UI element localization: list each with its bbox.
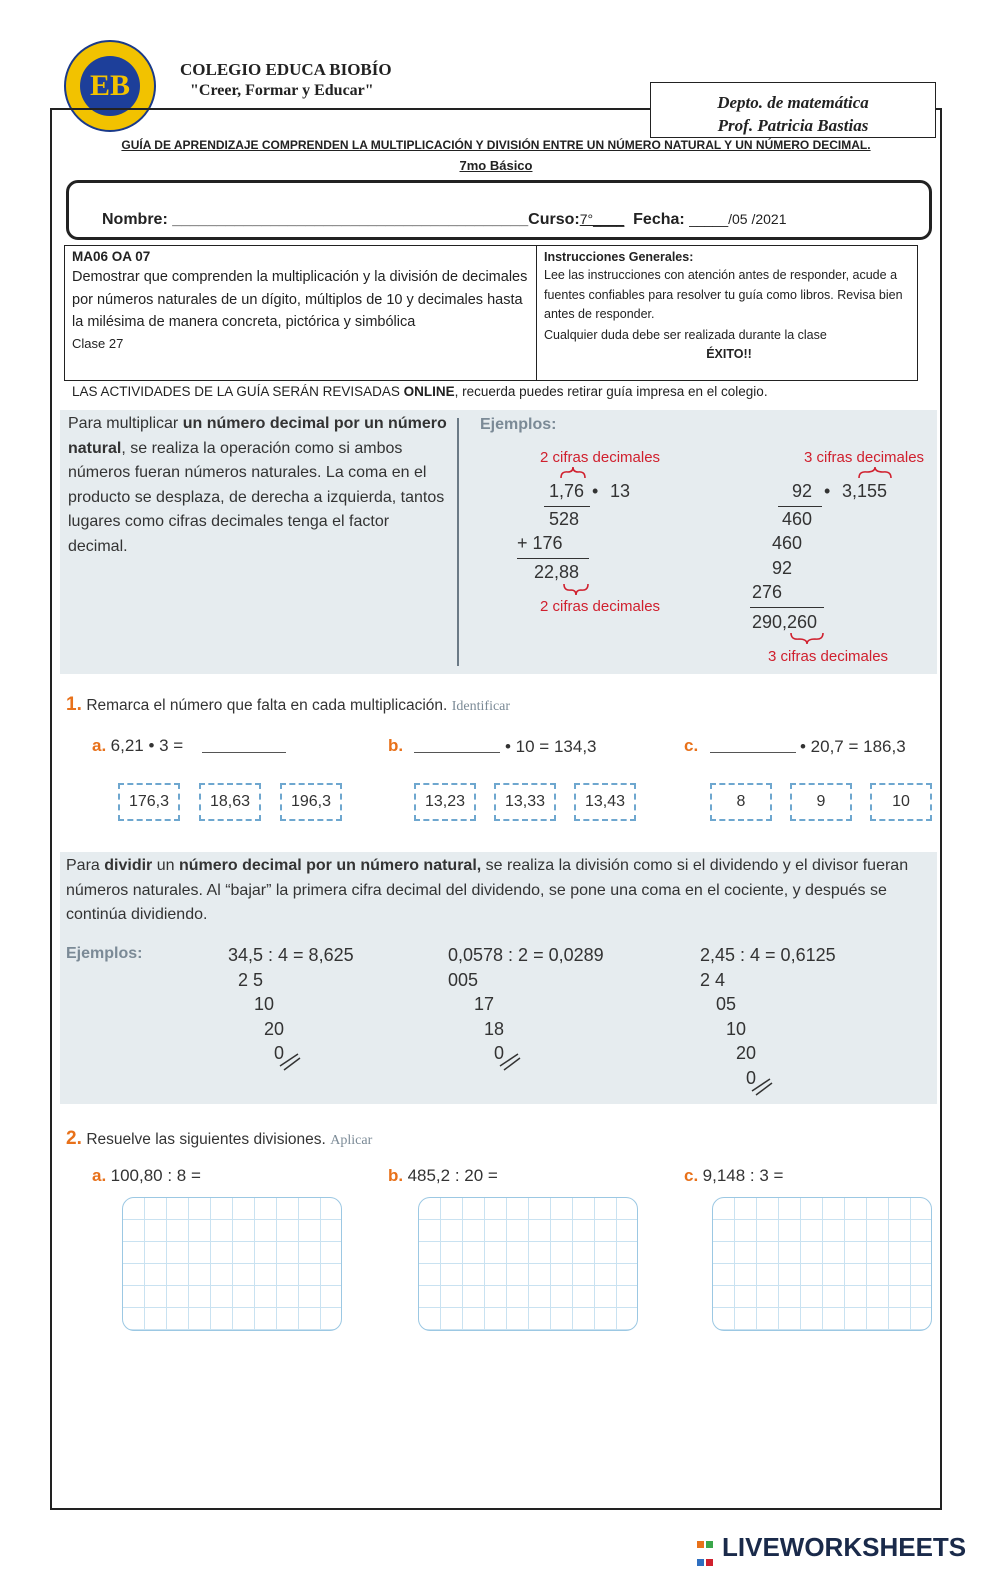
q2a-expr: 100,80 : 8 = [110,1166,201,1185]
div-ex2-line-1: 0,0578 : 2 = 0,0289 [448,945,604,965]
q2c-expr: 9,148 : 3 = [702,1166,784,1185]
div-ex3-line-3: 05 [716,994,737,1014]
objective-text: Demostrar que comprenden la multiplicación y la división de decimales por números naturales de un dígito, múltiplos de 10 y decimales hasta la milésima de manera concreta, pictórica y simbólica [72,269,528,330]
div-ex2-line-3: 17 [474,994,495,1014]
div-text-bold-1: dividir [104,857,153,874]
class-number: Clase 27 [72,335,124,351]
q1c-right: • 20,7 = 186,3 [800,737,906,756]
q2-text: Resuelve las siguientes divisiones. [86,1131,326,1148]
div-ex1-line-2: 2 5 [238,970,264,990]
q1a-left: 6,21 • 3 = [110,736,184,755]
mult-text-bold: un número decimal por un número natural [68,415,447,457]
mult-text-2: , se realiza la operación como si ambos números fueran números naturales. La coma en el producto se desplaza, de derecha a izquierda, tantos lugares como cifras decimales tenga el factor decimal. [68,439,445,555]
ex1-top-brace [560,466,586,480]
div-text-2: un [152,857,179,874]
q1a-letter: a. [92,736,107,755]
q2b-expression [388,1166,498,1186]
ex1-line-2: + 176 [517,533,563,553]
div-ex1-slashes [278,1052,302,1072]
ex1-dot: • [592,481,599,501]
ex1-bottom-brace [563,583,589,597]
ex2-line-2: 460 [772,533,803,553]
q1b-option-2[interactable]: 13,33 [494,783,556,821]
q1c-option-3[interactable]: 10 [870,783,932,821]
grade-label: 7mo Básico [459,158,533,173]
q2c-expression [684,1166,783,1186]
objective-code: MA06 OA 07 [72,249,151,264]
instructions-doubts: Cualquier duda debe ser realizada durante la clase [544,327,827,342]
online-note [72,384,768,399]
q1c-blank[interactable] [710,752,796,753]
ex2-dot: • [824,481,831,501]
q1c-letter: c. [684,736,699,755]
name-field[interactable]: ________________________________________ [172,211,529,228]
liveworksheets-logo-icon [696,1536,718,1560]
div-examples-label: Ejemplos: [66,945,143,962]
q2b-expr: 485,2 : 20 = [407,1166,498,1185]
ex2-bottom-brace [790,632,824,646]
ex2-top-note: 3 cifras decimales [804,449,925,466]
q1a-blank[interactable] [202,752,286,753]
online-note-bold: ONLINE [403,384,455,399]
q1a-option-1[interactable]: 176,3 [118,783,180,821]
q1c-option-2[interactable]: 9 [790,783,852,821]
q2b-work-grid[interactable] [418,1197,638,1331]
div-ex1-line-5: 0 [274,1043,285,1063]
panel-divider [457,418,459,666]
ex2-operand-b: 3,155 [842,481,888,501]
q1-tag: Identificar [451,699,511,714]
div-ex3-line-1: 2,45 : 4 = 0,6125 [700,945,836,965]
ex2-line-1: 460 [782,509,813,529]
q2c-work-grid[interactable] [712,1197,932,1331]
school-name: COLEGIO EDUCA BIOBÍO [180,60,392,79]
q1-text: Remarca el número que falta en cada multiplicación. [86,697,448,714]
objective-cell [72,248,530,354]
q1b-right: • 10 = 134,3 [505,737,597,756]
department-name: Depto. de matemática [717,93,869,112]
div-ex3-line-4: 10 [726,1019,747,1039]
q1a-expression [92,736,183,756]
q1-number: 1. [66,694,82,715]
ex2-line-3: 92 [772,558,793,578]
div-ex3-slashes [750,1077,774,1097]
q2-number: 2. [66,1128,82,1149]
ex2-bottom-note: 3 cifras decimales [768,648,889,665]
div-ex2-line-4: 18 [484,1019,505,1039]
multiplication-explanation [68,412,448,559]
student-info-box [66,180,932,240]
q1b-option-3[interactable]: 13,43 [574,783,636,821]
ex1-top-note: 2 cifras decimales [540,449,661,466]
date-field[interactable]: _____/05 /2021 [689,211,787,227]
div-ex2-line-2: 005 [448,970,479,990]
division-explanation [66,854,932,928]
department-box [650,82,936,138]
ex2-rule-2 [750,607,824,608]
q1a-option-2[interactable]: 18,63 [199,783,261,821]
div-ex1-line-1: 34,5 : 4 = 8,625 [228,945,354,965]
q1c-option-1[interactable]: 8 [710,783,772,821]
q2-heading [66,1128,372,1150]
q1b-letter: b. [388,736,404,755]
div-ex3-line-2: 2 4 [700,970,726,990]
div-text-bold-2: número decimal por un número natural, [178,857,482,874]
ex1-rule-2 [517,558,589,559]
ex1-bottom-note: 2 cifras decimales [540,598,661,615]
teacher-name: Prof. Patricia Bastias [717,116,869,135]
online-note-start: LAS ACTIVIDADES DE LA GUÍA SERÁN REVISADAS [72,384,404,399]
div-ex3-line-6: 0 [746,1068,757,1088]
school-motto: "Creer, Formar y Educar" [190,82,374,99]
ex2-result: 290,260 [752,612,818,632]
div-ex1-line-4: 20 [264,1019,285,1039]
course-label: Curso: [528,211,580,228]
objective-divider [536,245,537,381]
student-info-line [102,211,787,229]
ex1-rule-1 [544,506,590,507]
course-field[interactable]: 7°____ [579,211,625,227]
instructions-cell [544,248,914,365]
instructions-title: Instrucciones Generales: [544,250,694,264]
q2-tag: Aplicar [330,1133,373,1148]
date-label: Fecha: [633,211,685,228]
q1a-option-3[interactable]: 196,3 [280,783,342,821]
mult-examples-label: Ejemplos: [480,416,557,433]
online-note-end: , recuerda puedes retirar guía impresa en el colegio. [454,384,768,399]
q2b-letter: b. [388,1166,404,1185]
q2a-letter: a. [92,1166,107,1185]
ex2-line-4: 276 [752,582,783,602]
q1-heading [66,694,510,716]
div-ex1-line-3: 10 [254,994,275,1014]
instructions-closing: ÉXITO!! [706,347,752,361]
q2a-expression [92,1166,201,1186]
instructions-text: Lee las instrucciones con atención antes de responder, acude a fuentes confiables para resolver tu guía como libros. Revisa bien antes de responder. [544,268,903,321]
div-ex2-line-5: 0 [494,1043,505,1063]
q2a-work-grid[interactable] [122,1197,342,1331]
name-label: Nombre: [102,211,168,228]
q2c-letter: c. [684,1166,699,1185]
ex1-operand-b: 13 [610,481,631,501]
ex1-operand-a: 1,76 [549,481,585,501]
div-ex3-line-5: 20 [736,1043,757,1063]
q1b-blank[interactable] [414,752,500,753]
ex2-top-brace [858,466,892,480]
div-text-1: Para [66,857,105,874]
guide-title: GUÍA DE APRENDIZAJE COMPRENDEN LA MULTIPLICACIÓN Y DIVISIÓN ENTRE UN NÚMERO NATURAL Y UN NÚMERO DECIMAL. [121,138,871,152]
mult-text-1: Para multiplicar [68,415,183,432]
div-text-3: se realiza la división como si el dividendo y el divisor fueran números naturales. Al “bajar” la primera cifra decimal del dividendo, se pone una coma en el cociente, y después se continúa dividiendo. [66,857,909,923]
liveworksheets-brand: LIVEWORKSHEETS [722,1532,967,1562]
logo-monogram: EB [80,56,140,116]
q1b-option-1[interactable]: 13,23 [414,783,476,821]
div-ex2-slashes [498,1052,522,1072]
ex2-rule-1 [778,506,822,507]
ex2-operand-a: 92 [792,481,813,501]
ex1-line-1: 528 [549,509,580,529]
ex1-result: 22,88 [534,562,580,582]
